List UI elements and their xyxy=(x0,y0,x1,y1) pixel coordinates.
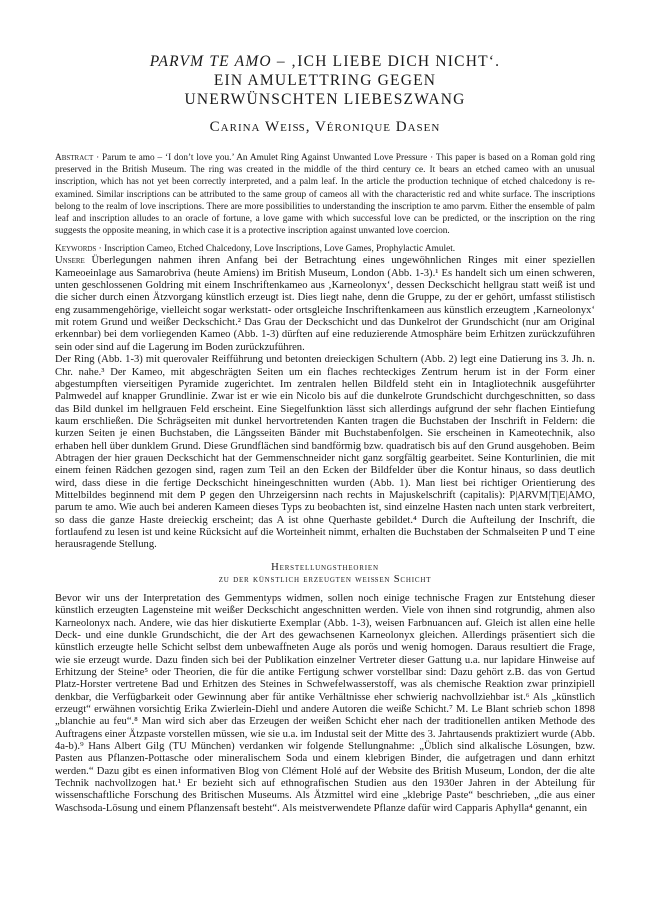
keywords-text: · Inscription Cameo, Etched Chalcedony, Love Inscriptions, Love Games, Prophylactic Amulet. xyxy=(96,244,456,255)
section-heading xyxy=(55,562,595,587)
paragraph-1-text: Überlegungen nahmen ihren Anfang bei der Betrachtung eines ungewöhnlichen Ringes mit einer speziellen Kameoeinlage aus Samarobriva (heute Amiens) im British Museum, London (Abb. 1-3).¹ Es handelt sich um einen schweren, unten geschlossenen Goldring mit einem Inschriftenkameo aus ‚Karneolonyx‘, dessen Deckschicht hellgrau statt weiß ist und die sicher durch einen Ätzvorgang künstlich erzeugt ist. Dies liegt nahe, denn die Gruppe, zu der er gehört, umfasst stilistisch eng zusammengehörige, vielleicht sogar werkstatt- oder ortsgleiche Inschriftenkameen aus künstlich erzeugtem ‚Karneolonyx‘ mit rotem Grund und weißer Deckschicht.² Das Grau der Deckschicht und das Dunkelrot der Grundschicht (nur am Original erkennbar) bei dem vorliegenden Kameo (Abb. 1-3) dürften auf eine reduzierende Atmosphäre beim Erhitzen zurückzuführen sein oder sind auf die Lagerung im Boden zurückzuführen. xyxy=(55,255,595,353)
title-line-3: UNERWÜNSCHTEN LIEBESZWANG xyxy=(184,91,466,108)
paragraph-2: Der Ring (Abb. 1-3) mit querovaler Reifführung und betonten dreieckigen Schultern (Abb. 2) legt eine Datierung ins 3. Jh. n. Chr. nahe.³ Der Kameo, mit abgeschrägten Seiten um ein flaches rechteckiges Zentrum herum ist in der Form einer abgestumpften vierseitigen Pyramide zugerichtet. Im zentralen hellen Bildfeld steht ein in Intagliotechnik ausgeführter Palmwedel auf knapper Grundlinie. Zwar ist er wie ein Nicolo bis auf die dunkelrote Grundschicht durchgeschnitten, so dass das Bild dunkel im hellgrauen Feld erscheint. Eine Siegelfunktion lässt sich allerdings aufgrund der sehr flachen Eintiefung kaum erschließen. Die Schrägseiten mit dunkel hervortretenden Kanten tragen die Buchstaben der Inschrift in Feldern: die kurzen Seiten je einen Buchstaben, die Längsseiten Bänder mit Buchstabenfolgen. Sie erscheinen in Kameotechnik, also erhaben hell über dunklem Grund. Diese Grundflächen sind bandförmig bzw. quadratisch bis auf den Grund ausgehoben. Beim Abtragen der hier grauen Deckschicht hat der Gemmenschneider nicht ganz sorgfältig gearbeitet. Seine Konturlinien, die mit einem feinen Rädchen gezogen sind, ragen zum Teil an den Ecken der Bildfelder über die Kontur hinaus, so dass deutlich wird, dass diese in die fertige Deckschicht hineingeschnitten wurden (Abb. 1). Man liest bei richtiger Orientierung des Mittelbildes beginnend mit dem P gegen den Uhrzeigersinn nach rechts in Majuskelschrift (capitalis): P|ARVM|T|E|AMO, parum te amo. Wie auch bei anderen Kameen dieses Typs zu beobachten ist, sind einzelne Hasten nach unten stark verbreitert, so dass die ganze Haste dreieckig erscheint; das A ist ohne Querhaste gebildet.⁴ Durch die Aufteilung der Inschrift, die fortlaufend zu lesen ist und keine Rücksicht auf die Worteinheit nimmt, erhalten die Buchstaben der Schmalseiten P und T eine herausragende Stellung. xyxy=(55,354,595,551)
section-heading-line-1: Herstellungstheorien xyxy=(271,561,379,573)
article-title xyxy=(55,52,595,109)
title-line-1-rest: – ‚ICH LIEBE DICH NICHT‘. xyxy=(271,53,501,70)
title-line-2: EIN AMULETTRING GEGEN xyxy=(213,72,437,89)
paragraph-3: Bevor wir uns der Interpretation des Gemmentyps widmen, sollen noch einige technische Fragen zur Entstehung dieser künstlich erzeugten Lagensteine mit weißer Deckschicht angeschnitten werden. Viele von ihnen sind rotgrundig, ahmen also Karneolonyx nach. Andere, wie das hier diskutierte Exemplar (Abb. 1-3), weisen Farbnuancen auf. Gleich ist allen eine helle Deck- und eine dunkle Grundschicht, die der Art des gewachsenen Karneolonyx gleichen. Allerdings präsentiert sich die künstlich erzeugte helle Schicht selbst dem unbewaffneten Auge als porös und wenig homogen. Daraus resultiert die Frage, wie sie erzeugt wurde. Dazu finden sich bei der Publikation einzelner Vertreter dieser Gattung u.a. nur lapidare Hinweise auf Erhitzung der Steine⁵ oder Theorien, die für die antike Fertigung schwer vorstellbar sind: Dazu gehört z.B. das von Gertud Platz-Horster vertretene Bad und Erhitzen des Steines in Schwefelwasserstoff, was als chemische Reaktion zwar prinzipiell denkbar, die Verfügbarkeit oder Gewinnung aber für antike Verhältnisse eher schwierig nachvollziehbar ist.⁶ Als „künstlich erzeugt“ erwähnen vorsichtig Erika Zwierlein-Diehl und andere Autoren die weiße Schicht.⁷ M. Le Blant schrieb schon 1898 „blanchie au feu“.⁸ Man wird sich aber das Erzeugen der weißen Schicht eher nach der traditionellen antiken Methode des Auftragens einer Ätzpaste vorstellen müssen, wie sie u.a. im Industal seit der Mitte des 3. Jahrtausends praktiziert wurde (Abb. 4a-b).⁹ Hans Albert Gilg (TU München) verdanken wir folgende Stellungnahme: „Üblich sind alkalische Lösungen, bzw. Pasten aus Pflanzen-Pottasche oder mineralischem Soda und einem klebrigen Binder, die aufgetragen und dann erhitzt werden.“ Dazu gibt es einen informativen Blog von Clément Holé auf der Website des British Museum, London, der die alte Technik nachvollzogen hat.¹ Er bezieht sich auf ethnografischen Studien aus den 1930er Jahren in der Abteilung für wissenschaftliche Forschung des Britischen Museums. Als Ätzmittel wird eine „klebrige Paste“ beschrieben, „die aus einer Waschsoda-Lösung und einem Pflanzensaft besteht“. Als meistverwendete Pflanze dafür wird Capparis Aphylla⁴ genannt, ein xyxy=(55,592,595,814)
title-line-1 xyxy=(55,52,595,71)
keywords-label: Keywords xyxy=(55,244,97,255)
title-latin-phrase: PARVM TE AMO xyxy=(149,53,272,70)
paragraph-1-lead: Unsere xyxy=(55,255,85,267)
paragraph-1 xyxy=(55,255,595,354)
keywords xyxy=(55,243,595,255)
abstract xyxy=(55,152,595,237)
author-names: Carina Weiß, Véronique Dasen xyxy=(209,119,441,135)
article-body xyxy=(55,255,595,815)
section-heading-line-2: zu der künstlich erzeugten weißen Schicht xyxy=(218,574,432,586)
abstract-text: · Parum te amo – ‘I don’t love you.’ An Amulet Ring Against Unwanted Love Pressure · This paper is based on a Roman gold ring preserved in the British Museum. The ring was created in the middle of the third century ce. It bears an etched cameo with an unusual inscription, which has not yet been correctly interpreted, and a palm leaf. In the article the production technique of etched chalcedony is re-examined. Similar inscriptions can be attributed to the same group of cameos all with the characteristic red and white surface. The inscriptions belong to the realm of love inscriptions. There are more possibilities to understanding the inscription te amo parvm. Either the ensemble of palm leaf and inscription alludes to an oracle of fortune, a love game with which successful love can be predicted, or the inscription on the ring suggests the opposite meaning, in which case it is a protective inscription against unwanted love coercion. xyxy=(55,153,595,237)
abstract-label: Abstract xyxy=(55,153,94,163)
